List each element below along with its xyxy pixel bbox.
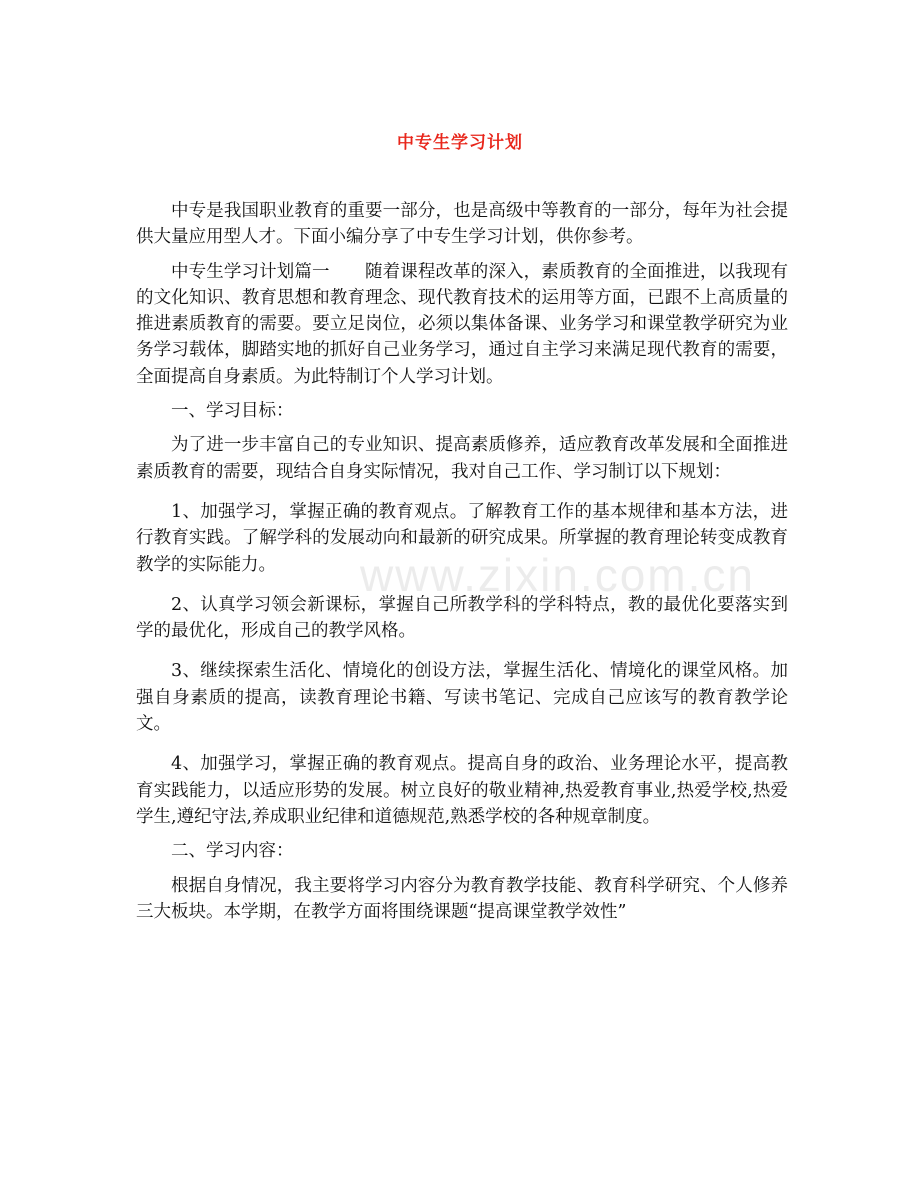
paragraph-plan-one: 中专生学习计划篇一 随着课程改革的深入，素质教育的全面推进，以我现有的文化知识、教育思想和教育理念、现代教育技术的运用等方面，已跟不上高质量的推进素质教育的需要。要立足岗位，必须以集体备课、业务学习和课堂教学研究为业务学习载体，脚踏实地的抓好自己业务学习，通过自主学习来满足现代教育的需要，全面提高自身素质。为此特制订个人学习计划。 — [136, 261, 788, 387]
document-body — [136, 198, 788, 939]
paragraph-content: 根据自身情况，我主要将学习内容分为教育教学技能、教育科学研究、个人修养三大板块。本学期，在教学方面将围绕课题“提高课堂教学效性” — [136, 875, 788, 922]
document-title: 中专生学习计划 — [397, 133, 523, 153]
paragraph-goals-intro: 为了进一步丰富自己的专业知识、提高素质修养，适应教育改革发展和全面推进素质教育的需要，现结合自身实际情况，我对自己工作、学习制订以下规划： — [136, 435, 788, 482]
heading-learning-goals: 一、学习目标： — [171, 401, 294, 422]
paragraph-goal-2: 2、认真学习领会新课标，掌握自己所教学科的学科特点，教的最优化要落实到学的最优化，形成自己的教学风格。 — [136, 594, 788, 642]
watermark: www.zixin.com.cn — [360, 549, 755, 601]
paragraph-goal-4: 4、加强学习，掌握正确的教育观点。提高自身的政治、业务理论水平，提高教育实践能力，以适应形势的发展。树立良好的敬业精神,热爱教育事业,热爱学校,热爱学生,遵纪守法,养成职业纪律和道德规范,熟悉学校的各种规章制度。 — [136, 754, 788, 827]
paragraph-intro: 中专是我国职业教育的重要一部分，也是高级中等教育的一部分，每年为社会提供大量应用型人才。下面小编分享了中专生学习计划，供你参考。 — [136, 201, 788, 248]
paragraph-goal-1: 1、加强学习，掌握正确的教育观点。了解教育工作的基本规律和基本方法，进行教育实践。了解学科的发展动向和最新的研究成果。所掌握的教育理论转变成教育教学的实际能力。 — [136, 501, 788, 575]
paragraph-goal-3: 3、继续探索生活化、情境化的创设方法，掌握生活化、情境化的课堂风格。加强自身素质的提高，读教育理论书籍、写读书笔记、完成自己应该写的教育教学论文。 — [136, 661, 788, 735]
heading-learning-content: 二、学习内容： — [171, 841, 294, 862]
